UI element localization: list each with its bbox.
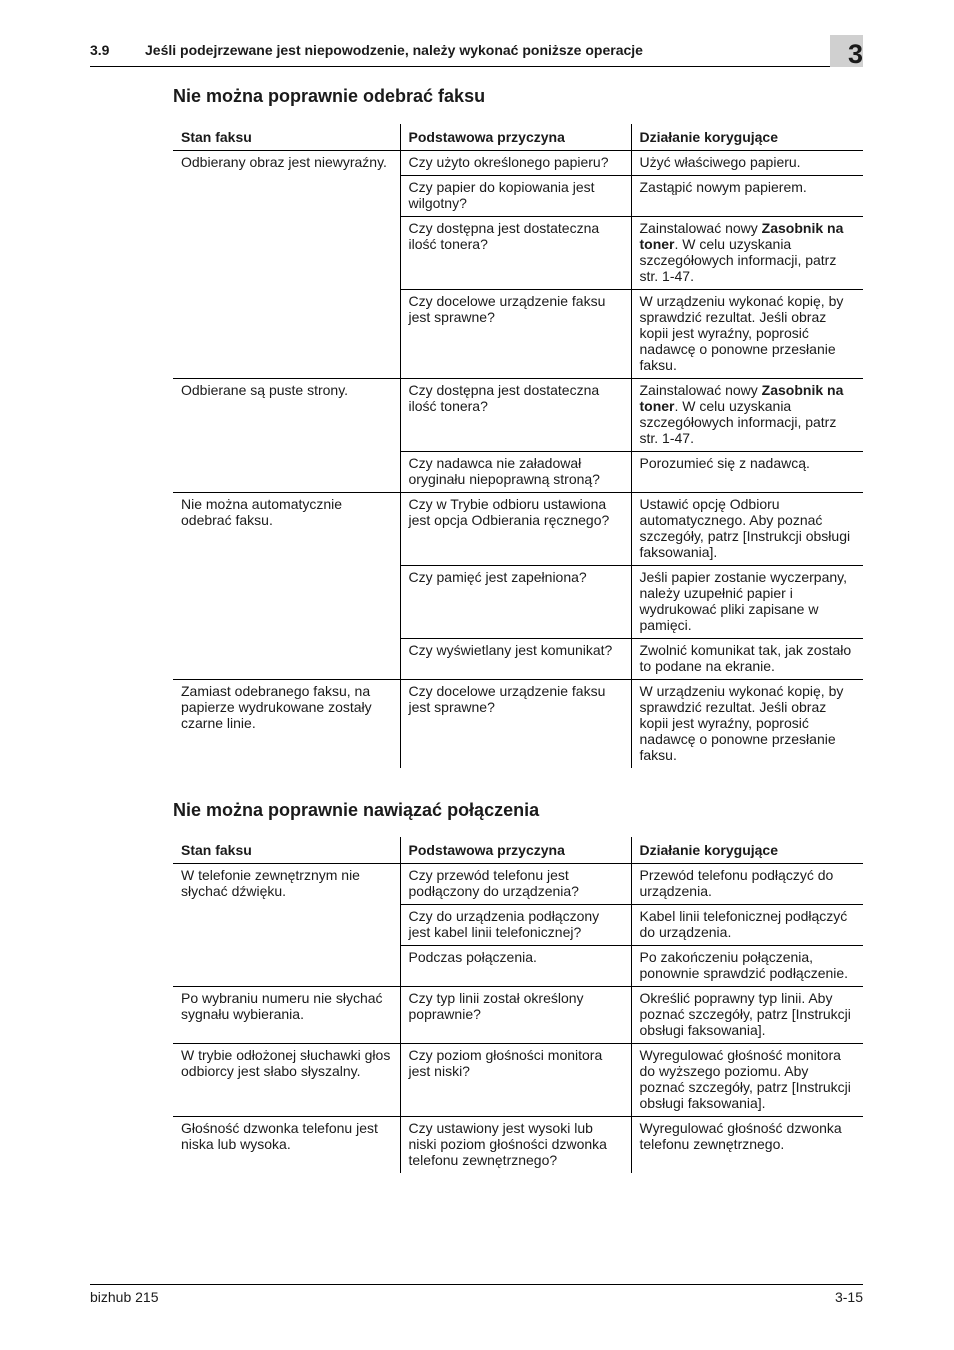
- table2-title: Nie można poprawnie nawiązać połączenia: [173, 800, 540, 820]
- table-body: [173, 151, 863, 769]
- cell-cause: Czy użyto określonego papieru?: [400, 151, 631, 176]
- table-header-row: [173, 837, 863, 864]
- cell-cause: Czy przewód telefonu jest podłączony do urządzenia?: [400, 864, 631, 905]
- cell-state: Głośność dzwonka telefonu jest niska lub wysoka.: [181, 1120, 378, 1152]
- action-text: . W celu uzyskania szczegółowych informacji, patrz str. 1-47.: [639, 236, 837, 284]
- table-row: [173, 1117, 863, 1174]
- action-emphasis: Zasobnik na toner: [639, 382, 844, 414]
- action-text: . W celu uzyskania szczegółowych informacji, patrz str. 1-47.: [639, 398, 837, 446]
- page-header: [90, 38, 863, 67]
- cell-cause: Czy ustawiony jest wysoki lub niski poziom głośności dzwonka telefonu zewnętrznego?: [400, 1117, 631, 1174]
- table-row: [173, 864, 863, 905]
- cell-action: Użyć właściwego papieru.: [631, 151, 863, 176]
- table-row: [173, 379, 863, 452]
- cell-state: Odbierane są puste strony.: [173, 379, 400, 493]
- cell-action: Przewód telefonu podłączyć do urządzenia.: [631, 864, 863, 905]
- table-row: [173, 987, 863, 1044]
- cell-cause: Czy w Trybie odbioru ustawiona jest opcja Odbierania ręcznego?: [400, 493, 631, 566]
- cell-cause: Czy do urządzenia podłączony jest kabel linii telefonicznej?: [400, 905, 631, 946]
- cell-cause: Czy pamięć jest zapełniona?: [400, 566, 631, 639]
- table-row: [173, 680, 863, 769]
- cell-state: Po wybraniu numeru nie słychać sygnału wybierania.: [173, 987, 400, 1044]
- table-row: [173, 493, 863, 566]
- table-header-row: [173, 124, 863, 151]
- cell-cause: Czy dostępna jest dostateczna ilość tonera?: [400, 217, 631, 290]
- cell-action: Zwolnić komunikat tak, jak zostało to podane na ekranie.: [631, 639, 863, 680]
- column-header-action: Działanie korygujące: [631, 837, 863, 864]
- cell-cause: Czy nadawca nie załadował oryginału niepoprawną stroną?: [400, 452, 631, 493]
- cell-action: Określić poprawny typ linii. Aby poznać szczegóły, patrz [Instrukcji obsługi faksowania].: [631, 987, 863, 1044]
- cell-state: Nie można automatycznie odebrać faksu.: [173, 493, 400, 680]
- section-number: 3.9: [90, 42, 110, 58]
- cell-action: Po zakończeniu połączenia, ponownie sprawdzić podłączenie.: [631, 946, 863, 987]
- cell-action: Zastąpić nowym papierem.: [631, 176, 863, 217]
- cell-action: Jeśli papier zostanie wyczerpany, należy uzupełnić papier i wydrukować pliki zapisane w pamięci.: [631, 566, 863, 639]
- chapter-number-box: [830, 35, 863, 67]
- action-text: Zainstalować nowy: [639, 220, 762, 236]
- page-footer: [90, 1284, 863, 1305]
- column-header-state: Stan faksu: [173, 837, 400, 864]
- column-header-state: Stan faksu: [173, 124, 400, 151]
- table-body: [173, 864, 863, 1174]
- action-emphasis: Zasobnik na toner: [639, 220, 844, 252]
- column-header-cause: Podstawowa przyczyna: [400, 837, 631, 864]
- cell-cause: Czy poziom głośności monitora jest niski?: [400, 1044, 631, 1117]
- cell-cause: Czy dostępna jest dostateczna ilość tonera?: [400, 379, 631, 452]
- cell-cause: Czy wyświetlany jest komunikat?: [400, 639, 631, 680]
- cell-cause: Czy docelowe urządzenie faksu jest sprawne?: [400, 680, 631, 769]
- action-text: Zainstalować nowy: [639, 382, 762, 398]
- product-name: bizhub 215: [90, 1289, 159, 1305]
- cell-state: W telefonie zewnętrznym nie słychać dźwięku.: [173, 864, 400, 987]
- table-row: [173, 151, 863, 176]
- cell-action: W urządzeniu wykonać kopię, by sprawdzić rezultat. Jeśli obraz kopii jest wyraźny, poprosić nadawcę o ponowne przesłanie faksu.: [631, 290, 863, 379]
- cell-state: W trybie odłożonej słuchawki głos odbiorcy jest słabo słyszalny.: [173, 1044, 400, 1117]
- column-header-action: Działanie korygujące: [631, 124, 863, 151]
- cell-state: Odbierany obraz jest niewyraźny.: [173, 151, 400, 379]
- cell-cause: Czy docelowe urządzenie faksu jest sprawne?: [400, 290, 631, 379]
- cell-action: Porozumieć się z nadawcą.: [631, 452, 863, 493]
- cell-action: [631, 217, 863, 290]
- cell-action: Wyregulować głośność monitora do wyższego poziomu. Aby poznać szczegóły, patrz [Instrukcji obsługi faksowania].: [631, 1044, 863, 1117]
- cell-action: W urządzeniu wykonać kopię, by sprawdzić rezultat. Jeśli obraz kopii jest wyraźny, poprosić nadawcę o ponowne przesłanie faksu.: [631, 680, 863, 769]
- cell-action: Ustawić opcję Odbioru automatycznego. Aby poznać szczegóły, patrz [Instrukcji obsługi faksowania].: [631, 493, 863, 566]
- chapter-number: 3: [847, 39, 863, 69]
- cell-state: Zamiast odebranego faksu, na papierze wydrukowane zostały czarne linie.: [181, 683, 372, 731]
- table-row: [173, 1044, 863, 1117]
- cell-cause: Czy typ linii został określony poprawnie?: [400, 987, 631, 1044]
- table1-title: Nie można poprawnie odebrać faksu: [173, 86, 486, 106]
- column-header-cause: Podstawowa przyczyna: [400, 124, 631, 151]
- cell-cause: Czy papier do kopiowania jest wilgotny?: [400, 176, 631, 217]
- section-title: Jeśli podejrzewane jest niepowodzenie, należy wykonać poniższe operacje: [145, 42, 643, 58]
- cell-action: Kabel linii telefonicznej podłączyć do urządzenia.: [631, 905, 863, 946]
- cell-cause: Podczas połączenia.: [400, 946, 631, 987]
- fax-receive-table: [173, 124, 863, 768]
- connection-table: [173, 837, 863, 1173]
- page-number: 3-15: [834, 1289, 863, 1305]
- cell-action: Wyregulować głośność dzwonka telefonu zewnętrznego.: [631, 1117, 863, 1174]
- cell-action: [631, 379, 863, 452]
